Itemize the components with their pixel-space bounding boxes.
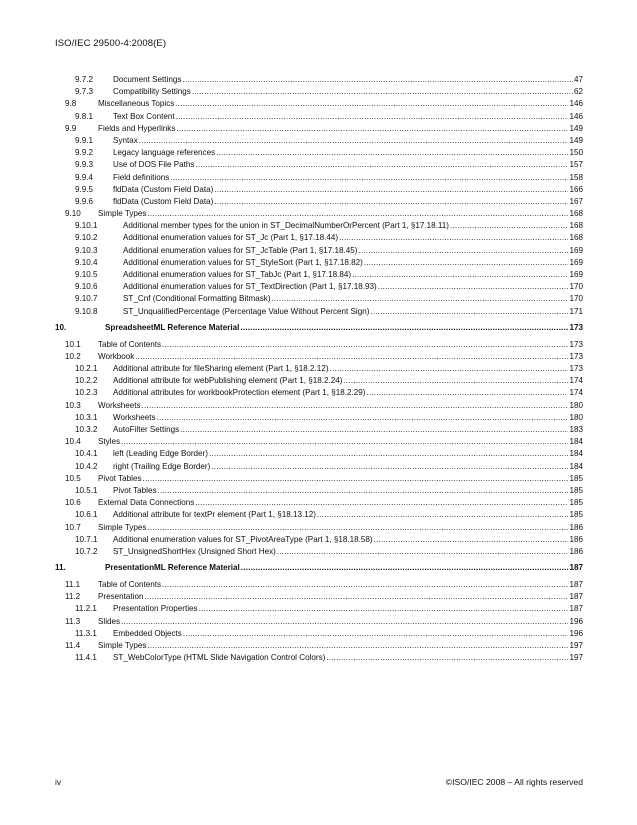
- toc-entry-title: Presentation: [98, 592, 144, 602]
- toc-entry-page: 187: [569, 592, 583, 602]
- toc-dot-leader: [370, 306, 568, 318]
- toc-dot-leader: [162, 579, 568, 591]
- toc-entry-title: Additional member types for the union in ST_DecimalNumberOrPercent (Part 1, §17.18.11): [123, 221, 450, 231]
- toc-entry-title: Miscellaneous Topics: [98, 99, 175, 109]
- toc-entry-number: 11.1: [65, 580, 81, 590]
- toc-entry-page: 183: [569, 425, 583, 435]
- toc-entry-number: 11.2.1: [75, 604, 97, 614]
- toc-entry-number: 9.10.6: [75, 282, 98, 292]
- toc-entry[interactable]: [55, 412, 583, 424]
- toc-entry-number: 9.8: [65, 99, 77, 109]
- toc-dot-leader: [378, 281, 569, 293]
- toc-dot-leader: [214, 196, 568, 208]
- toc-entry-title: Pivot Tables: [113, 485, 157, 495]
- toc-entry-number: 10.3.1: [75, 412, 98, 422]
- toc-entry[interactable]: [55, 473, 583, 485]
- toc-entry[interactable]: [55, 232, 583, 244]
- toc-entry-title: Worksheets: [98, 400, 141, 410]
- toc-entry-number: 9.10.7: [75, 294, 98, 304]
- toc-dot-leader: [158, 485, 569, 497]
- toc-entry-number: 10.5: [65, 473, 81, 483]
- toc-entry[interactable]: [55, 293, 583, 305]
- toc-dot-leader: [317, 509, 569, 521]
- toc-entry[interactable]: [55, 522, 583, 534]
- toc-section-entry[interactable]: [55, 562, 583, 574]
- toc-entry-number: 9.9.2: [75, 148, 94, 158]
- toc-entry[interactable]: [55, 448, 583, 460]
- toc-entry-title: Presentation Properties: [113, 604, 198, 614]
- toc-entry-number: 9.7.3: [75, 87, 94, 97]
- toc-entry[interactable]: [55, 485, 583, 497]
- toc-entry[interactable]: [55, 363, 583, 375]
- toc-entry-title: ST_UnqualifiedPercentage (Percentage Value Without Percent Sign): [123, 306, 370, 316]
- toc-entry-page: 186: [569, 534, 583, 544]
- toc-entry[interactable]: [55, 628, 583, 640]
- toc-entry-page: 168: [569, 233, 583, 243]
- toc-entry[interactable]: [55, 640, 583, 652]
- toc-entry-page: 149: [569, 135, 583, 145]
- toc-dot-leader: [170, 172, 568, 184]
- toc-entry-number: 10.7: [65, 522, 81, 532]
- toc-entry-number: 10.6.1: [75, 510, 98, 520]
- toc-dot-leader: [330, 363, 569, 375]
- toc-dot-leader: [147, 208, 568, 220]
- toc-entry-page: 62: [573, 87, 583, 97]
- toc-entry[interactable]: [55, 245, 583, 257]
- toc-dot-leader: [195, 159, 568, 171]
- toc-dot-leader: [343, 375, 568, 387]
- toc-entry-title: Legacy language references: [113, 148, 216, 158]
- toc-entry-page: 185: [569, 473, 583, 483]
- toc-entry-number: 9.8.1: [75, 111, 94, 121]
- toc-entry-number: 9.9: [65, 123, 77, 133]
- toc-entry-title: Additional enumeration values for ST_JcTable (Part 1, §17.18.45): [123, 245, 358, 255]
- toc-entry[interactable]: [55, 123, 583, 135]
- toc-entry[interactable]: [55, 172, 583, 184]
- toc-entry-title: right (Trailing Edge Border): [113, 461, 211, 471]
- toc-entry-page: 187: [569, 563, 583, 573]
- toc-entry-number: 10.2.2: [75, 376, 98, 386]
- toc-entry-number: 9.10.3: [75, 245, 98, 255]
- toc-entry-page: 146: [569, 111, 583, 121]
- toc-entry-page: 174: [569, 376, 583, 386]
- toc-entry-title: External Data Connections: [98, 498, 195, 508]
- toc-entry-title: Workbook: [98, 351, 135, 361]
- toc-entry[interactable]: [55, 616, 583, 628]
- toc-dot-leader: [450, 220, 568, 232]
- toc-dot-leader: [121, 436, 568, 448]
- toc-entry-title: Additional enumeration values for ST_TextDirection (Part 1, §17.18.93): [123, 282, 377, 292]
- toc-entry-page: 150: [569, 148, 583, 158]
- toc-entry[interactable]: [55, 497, 583, 509]
- toc-entry[interactable]: [55, 424, 583, 436]
- toc-dot-leader: [240, 322, 568, 334]
- toc-entry-title: Simple Types: [98, 209, 147, 219]
- toc-dot-leader: [352, 269, 568, 281]
- toc-entry[interactable]: [55, 74, 583, 86]
- toc-entry[interactable]: [55, 111, 583, 123]
- toc-entry-number: 9.10.5: [75, 270, 98, 279]
- toc-entry-title: ST_Cnf (Conditional Formatting Bitmask): [123, 294, 271, 304]
- toc-entry-page: 168: [569, 209, 583, 219]
- toc-dot-leader: [176, 123, 568, 135]
- toc-entry-title: AutoFilter Settings: [113, 425, 180, 435]
- toc-entry-page: 184: [569, 461, 583, 471]
- toc-entry-page: 173: [569, 323, 583, 333]
- toc-entry-title: Additional enumeration values for ST_Jc (Part 1, §17.18.44): [123, 233, 339, 243]
- toc-entry-number: 9.9.4: [75, 172, 94, 182]
- toc-entry-page: 173: [569, 351, 583, 361]
- toc-entry-page: 180: [569, 400, 583, 410]
- toc-entry-page: 158: [569, 172, 583, 182]
- toc-entry-number: 9.10.2: [75, 233, 98, 243]
- toc-entry[interactable]: [55, 269, 583, 281]
- toc-dot-leader: [182, 74, 573, 86]
- toc-entry[interactable]: [55, 400, 583, 412]
- toc-entry-page: 157: [569, 160, 583, 170]
- toc-entry-title: Additional attributes for workbookProtection element (Part 1, §18.2.29): [113, 388, 366, 398]
- toc-dot-leader: [147, 640, 568, 652]
- toc-entry-title: Embedded Objects: [113, 628, 182, 638]
- toc-dot-leader: [272, 293, 569, 305]
- toc-dot-leader: [241, 562, 569, 574]
- toc-entry[interactable]: [55, 546, 583, 558]
- toc-entry-page: 184: [569, 437, 583, 447]
- toc-entry-title: Use of DOS File Paths: [113, 160, 195, 170]
- toc-entry-page: 166: [569, 184, 583, 194]
- toc-entry-number: 9.10.8: [75, 306, 98, 316]
- toc-entry-page: 180: [569, 412, 583, 422]
- toc-entry-number: 10.4.1: [75, 449, 98, 459]
- toc-entry-number: 9.7.2: [75, 75, 94, 84]
- toc-entry[interactable]: [55, 603, 583, 615]
- toc-dot-leader: [162, 339, 568, 351]
- toc-entry-title: Table of Contents: [98, 580, 161, 590]
- toc-entry[interactable]: [55, 534, 583, 546]
- toc-entry-title: Styles: [98, 437, 121, 447]
- toc-entry-number: 10.7.1: [75, 534, 98, 544]
- page-footer: [55, 777, 583, 787]
- toc-entry-page: 173: [569, 339, 583, 349]
- toc-dot-leader: [157, 412, 569, 424]
- toc-entry-page: 187: [569, 604, 583, 614]
- toc-entry[interactable]: [55, 436, 583, 448]
- toc-entry[interactable]: [55, 196, 583, 208]
- toc-entry[interactable]: [55, 98, 583, 110]
- toc-entry[interactable]: [55, 339, 583, 351]
- toc-entry-title: Additional enumeration values for ST_StyleSort (Part 1, §17.18.82): [123, 257, 363, 267]
- toc-entry[interactable]: [55, 86, 583, 98]
- toc-dot-leader: [326, 652, 568, 664]
- toc-entry[interactable]: [55, 135, 583, 147]
- toc-entry-title: Additional enumeration values for ST_TabJc (Part 1, §17.18.84): [123, 270, 352, 279]
- toc-entry[interactable]: [55, 220, 583, 232]
- toc-entry-title: fldData (Custom Field Data): [113, 184, 214, 194]
- toc-entry[interactable]: [55, 387, 583, 399]
- toc-entry-page: 185: [569, 498, 583, 508]
- toc-entry-number: 11.4: [65, 641, 81, 650]
- toc-dot-leader: [139, 135, 569, 147]
- toc-dot-leader: [364, 257, 569, 269]
- toc-dot-leader: [358, 245, 568, 257]
- toc-entry-page: 185: [569, 510, 583, 520]
- toc-dot-leader: [144, 591, 568, 603]
- table-of-contents: [55, 74, 583, 664]
- copyright-notice: ©ISO/IEC 2008 – All rights reserved: [445, 777, 583, 787]
- toc-entry-number: 10.5.1: [75, 485, 98, 495]
- toc-dot-leader: [176, 111, 569, 123]
- toc-entry[interactable]: [55, 461, 583, 473]
- page-header: [55, 38, 166, 49]
- toc-entry-number: 10.6: [65, 498, 81, 508]
- toc-entry-page: 196: [569, 616, 583, 626]
- toc-entry-title: left (Leading Edge Border): [113, 449, 208, 459]
- toc-entry-number: 9.9.1: [75, 135, 94, 145]
- toc-entry-number: 9.10.1: [75, 221, 98, 231]
- toc-entry-number: 9.9.3: [75, 160, 94, 170]
- toc-dot-leader: [195, 497, 568, 509]
- toc-entry-page: 196: [569, 628, 583, 638]
- toc-entry-number: 9.9.5: [75, 184, 94, 194]
- toc-dot-leader: [209, 448, 569, 460]
- toc-entry-number: 11.4.1: [75, 653, 97, 663]
- toc-section-entry[interactable]: [55, 322, 583, 334]
- toc-entry-page: 167: [569, 196, 583, 206]
- toc-entry-page: 168: [569, 221, 583, 231]
- toc-entry[interactable]: [55, 375, 583, 387]
- toc-entry-page: 173: [569, 364, 583, 374]
- toc-entry-page: 186: [569, 522, 583, 532]
- toc-entry-number: 9.9.6: [75, 196, 94, 206]
- toc-entry[interactable]: [55, 159, 583, 171]
- toc-entry-title: fldData (Custom Field Data): [113, 196, 214, 206]
- toc-entry-page: 184: [569, 449, 583, 459]
- toc-entry-number: 10.2.1: [75, 364, 98, 374]
- toc-entry-page: 170: [569, 282, 583, 292]
- toc-entry-title: Pivot Tables: [98, 473, 142, 483]
- toc-entry[interactable]: [55, 184, 583, 196]
- toc-entry-number: 11.3.1: [75, 628, 97, 638]
- toc-entry-number: 10.3: [65, 400, 81, 410]
- toc-entry[interactable]: [55, 147, 583, 159]
- toc-dot-leader: [339, 232, 568, 244]
- toc-entry-number: 10.1: [65, 339, 81, 349]
- toc-entry[interactable]: [55, 281, 583, 293]
- toc-entry-number: 11.3: [65, 616, 81, 626]
- toc-entry-title: Syntax: [113, 135, 138, 145]
- toc-entry[interactable]: [55, 591, 583, 603]
- toc-dot-leader: [143, 473, 569, 485]
- toc-entry-title: Table of Contents: [98, 339, 161, 349]
- toc-entry-number: 10.7.2: [75, 546, 98, 556]
- toc-entry[interactable]: [55, 652, 583, 664]
- toc-entry[interactable]: [55, 351, 583, 363]
- toc-entry-title: Document Settings: [113, 75, 182, 84]
- toc-dot-leader: [183, 628, 569, 640]
- toc-entry-number: 11.2: [65, 592, 81, 602]
- toc-entry-number: 10.: [55, 323, 67, 333]
- toc-entry-page: 187: [569, 580, 583, 590]
- toc-entry-title: Text Box Content: [113, 111, 175, 121]
- toc-entry-page: 149: [569, 123, 583, 133]
- toc-dot-leader: [135, 351, 568, 363]
- toc-entry-number: 10.4: [65, 437, 81, 447]
- toc-dot-leader: [199, 603, 569, 615]
- toc-entry[interactable]: [55, 579, 583, 591]
- toc-dot-leader: [147, 522, 568, 534]
- toc-entry-number: 10.2: [65, 351, 81, 361]
- toc-dot-leader: [142, 400, 569, 412]
- toc-entry-page: 170: [569, 294, 583, 304]
- toc-entry-number: 10.2.3: [75, 388, 98, 398]
- toc-entry-page: 186: [569, 546, 583, 556]
- toc-entry-page: 169: [569, 257, 583, 267]
- toc-dot-leader: [214, 184, 568, 196]
- toc-entry-title: Slides: [98, 616, 121, 626]
- toc-dot-leader: [216, 147, 568, 159]
- toc-entry-title: ST_WebColorType (HTML Slide Navigation Control Colors): [113, 653, 326, 663]
- toc-entry-title: Simple Types: [98, 522, 147, 532]
- toc-dot-leader: [277, 546, 569, 558]
- toc-entry-number: 11.: [55, 563, 66, 573]
- toc-dot-leader: [192, 86, 573, 98]
- toc-entry-page: 174: [569, 388, 583, 398]
- toc-entry-title: Additional attribute for webPublishing element (Part 1, §18.2.24): [113, 376, 343, 386]
- toc-entry-title: SpreadsheetML Reference Material: [105, 323, 240, 333]
- toc-entry[interactable]: [55, 257, 583, 269]
- toc-entry[interactable]: [55, 208, 583, 220]
- toc-entry-title: PresentationML Reference Material: [105, 563, 240, 573]
- toc-dot-leader: [374, 534, 569, 546]
- toc-dot-leader: [211, 461, 568, 473]
- toc-entry-page: 169: [569, 270, 583, 279]
- toc-entry[interactable]: [55, 509, 583, 521]
- toc-entry-page: 185: [569, 485, 583, 495]
- toc-dot-leader: [366, 387, 568, 399]
- toc-entry[interactable]: [55, 306, 583, 318]
- toc-entry-title: Simple Types: [98, 641, 147, 650]
- toc-entry-page: 47: [573, 75, 583, 84]
- toc-entry-number: 10.3.2: [75, 425, 98, 435]
- toc-entry-title: Additional attribute for textPr element (Part 1, §18.13.12): [113, 510, 316, 520]
- toc-entry-title: Additional attribute for fileSharing element (Part 1, §18.2.12): [113, 364, 329, 374]
- toc-entry-page: 197: [569, 653, 583, 663]
- toc-dot-leader: [175, 98, 568, 110]
- toc-dot-leader: [180, 424, 568, 436]
- toc-dot-leader: [121, 616, 568, 628]
- toc-entry-page: 171: [569, 306, 583, 316]
- document-id: ISO/IEC 29500-4:2008(E): [55, 38, 167, 49]
- toc-entry-number: 9.10: [65, 209, 81, 219]
- toc-entry-title: Field definitions: [113, 172, 170, 182]
- toc-entry-number: 9.10.4: [75, 257, 98, 267]
- toc-entry-number: 10.4.2: [75, 461, 98, 471]
- toc-entry-title: ST_UnsignedShortHex (Unsigned Short Hex): [113, 546, 276, 556]
- toc-entry-page: 146: [569, 99, 583, 109]
- page-number: iv: [55, 777, 62, 787]
- toc-entry-page: 169: [569, 245, 583, 255]
- toc-entry-title: Compatibility Settings: [113, 87, 191, 97]
- toc-entry-title: Fields and Hyperlinks: [98, 123, 176, 133]
- toc-entry-title: Worksheets: [113, 412, 156, 422]
- toc-entry-title: Additional enumeration values for ST_PivotAreaType (Part 1, §18.18.58): [113, 534, 373, 544]
- toc-entry-page: 197: [569, 641, 583, 650]
